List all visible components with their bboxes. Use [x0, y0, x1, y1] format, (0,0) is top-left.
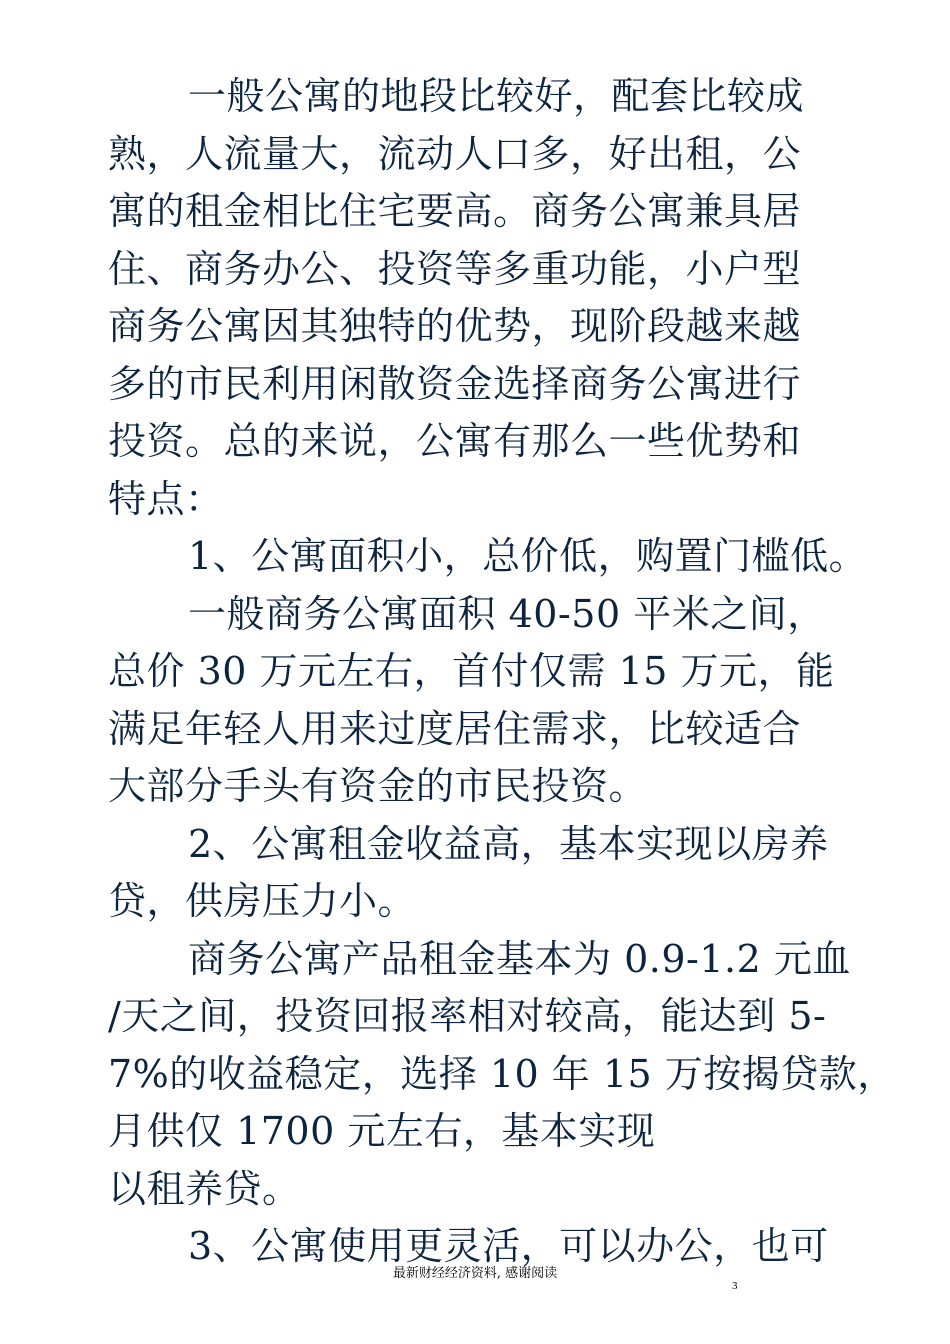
text-line: 商务公寓产品租金基本为 0.9-1.2 元血 — [188, 936, 851, 981]
text-line: 大部分手头有资金的市民投资。 — [108, 764, 648, 808]
text-line: 总价 30 万元左右，首付仅需 15 万元，能 — [108, 649, 835, 693]
text-line: 特点： — [108, 476, 224, 521]
text-line: 3、公寓使用更灵活，可以办公，也可 — [188, 1224, 829, 1268]
text-line: 住、商务办公、投资等多重功能，小户型 — [108, 246, 802, 291]
document-body — [108, 68, 896, 1276]
text-line: 以租养贷。 — [108, 1166, 301, 1211]
text-line: /天之间，投资回报率相对较高，能达到 5- — [108, 994, 827, 1038]
text-line: 7%的收益稳定，选择 10 年 15 万按揭贷款， — [108, 1051, 896, 1096]
text-line: 贷，供房压力小。 — [108, 879, 417, 923]
text-line: 多的市民利用闲散资金选择商务公寓进行 — [108, 361, 802, 406]
text-line: 一般商务公寓面积 40-50 平米之间， — [188, 591, 826, 636]
text-line: 熟，人流量大，流动人口多，好出租，公 — [108, 131, 802, 176]
text-line: 一般公寓的地段比较好，配套比较成 — [188, 74, 805, 118]
text-line: 商务公寓因其独特的优势，现阶段越来越 — [108, 304, 802, 348]
page-number: 3 — [732, 1280, 738, 1292]
text-line: 2、公寓租金收益高，基本实现以房养 — [188, 821, 829, 866]
page-footer: 最新财经经济资料, 感谢阅读 — [392, 1266, 558, 1281]
text-line: 月供仅 1700 元左右，基本实现 — [108, 1109, 656, 1153]
text-line: 1、公寓面积小，总价低，购置门槛低。 — [188, 534, 868, 578]
text-line: 满足年轻人用来过度居住需求，比较适合 — [108, 706, 802, 751]
text-line: 投资。总的来说，公寓有那么一些优势和 — [108, 419, 802, 463]
text-line: 寓的租金相比住宅要高。商务公寓兼具居 — [108, 189, 802, 233]
